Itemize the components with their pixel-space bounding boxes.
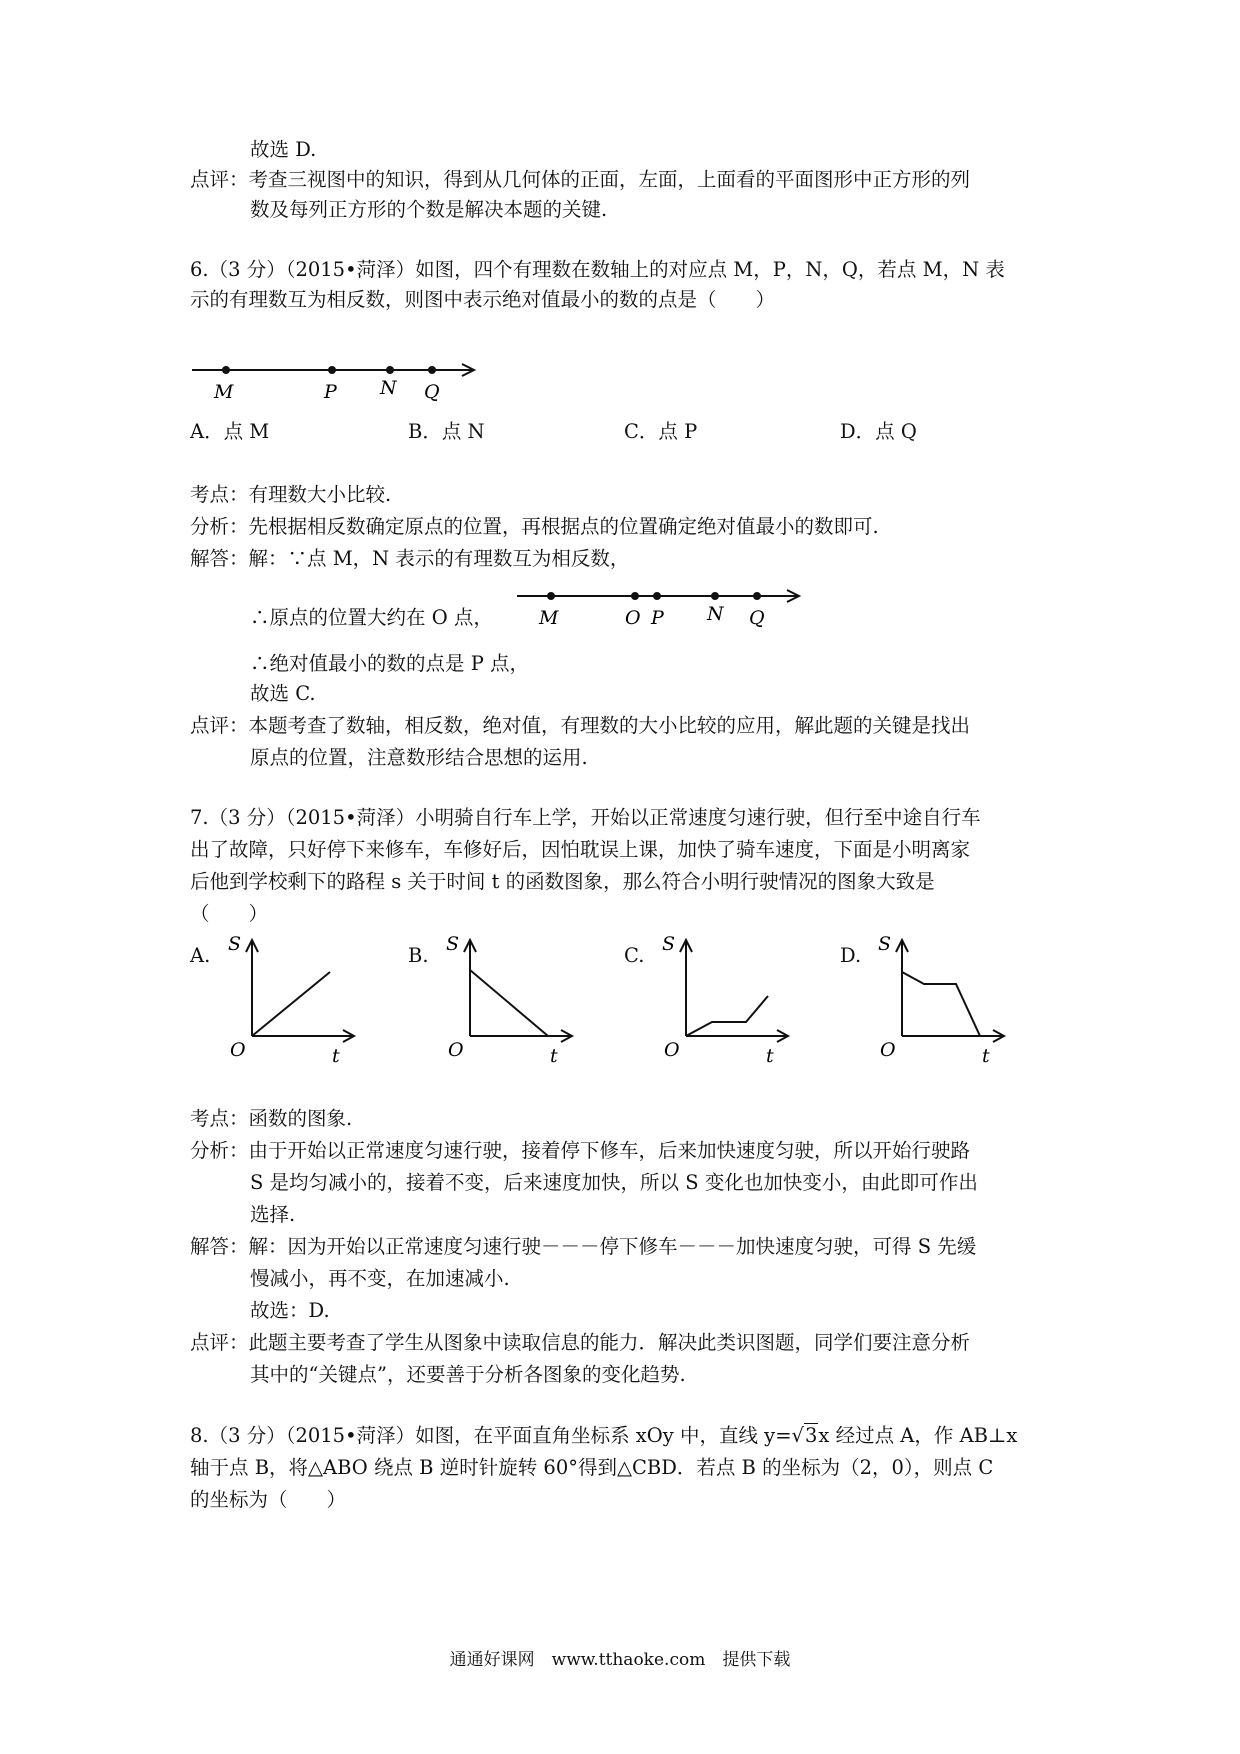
sqrt-symbol: √ xyxy=(791,1424,804,1447)
comment-label: 点评： xyxy=(190,168,249,191)
q7-stem-line4: （ ） xyxy=(190,902,269,925)
q6-comment-line1: 点评：本题考查了数轴，相反数，绝对值，有理数的大小比较的应用，解此题的关键是找出 xyxy=(190,714,971,737)
q7-answer: 故选：D. xyxy=(250,1299,330,1322)
q6-number-line-with-origin xyxy=(515,580,815,636)
q7-comment-line1: 点评：此题主要考查了学生从图象中读取信息的能力．解决此类识图题，同学们要注意分析 xyxy=(190,1331,971,1354)
point-p xyxy=(328,366,336,374)
axis-s: S xyxy=(878,933,892,955)
q6-jieda: 解答：解：∵点 M，N 表示的有理数互为相反数， xyxy=(190,547,630,570)
q7-stem-line3: 后他到学校剩下的路程 s 关于时间 t 的函数图象，那么符合小明行驶情况的图象大致是 xyxy=(190,870,935,893)
q8-stem-part1: 8.（3 分）（2015•菏泽）如图，在平面直角坐标系 xOy 中，直线 y= xyxy=(190,1424,792,1447)
q7-jieda-line1: 解答：解：因为开始以正常速度匀速行驶－－－停下修车－－－加快速度匀驶，可得 S 先缓 xyxy=(190,1235,977,1258)
label-q: Q xyxy=(749,607,765,629)
q6-stem-line2: 示的有理数互为相反数，则图中表示绝对值最小的数的点是（ ） xyxy=(190,288,776,311)
graph-c-curve xyxy=(686,996,768,1036)
q6-answer: 故选 C. xyxy=(250,682,316,705)
axis-origin: O xyxy=(664,1039,680,1061)
axis-t: t xyxy=(766,1045,774,1067)
q6-stem-line1: 6.（3 分）（2015•菏泽）如图，四个有理数在数轴上的对应点 M，P，N，Q，若点 M，N 表 xyxy=(190,258,1005,281)
axis-origin: O xyxy=(880,1039,896,1061)
q7-fenxi-line2: S 是均匀减小的，接着不变，后来速度加快，所以 S 变化也加快变小，由此即可作出 xyxy=(250,1171,978,1194)
axis-origin: O xyxy=(448,1039,464,1061)
q8-stem-line2: 轴于点 B，将△ABO 绕点 B 逆时针旋转 60°得到△CBD．若点 B 的坐标为（2，0），则点 C xyxy=(190,1456,994,1479)
label-q: Q xyxy=(424,381,440,403)
point-n xyxy=(711,592,719,600)
q7-stem-line1: 7.（3 分）（2015•菏泽）小明骑自行车上学，开始以正常速度匀速行驶，但行至中途自行车 xyxy=(190,806,981,829)
q7-fenxi-line3: 选择. xyxy=(250,1203,296,1226)
q7-fenxi-line1: 分析：由于开始以正常速度匀速行驶，接着停下修车，后来加快速度匀驶，所以开始行驶路 xyxy=(190,1139,971,1162)
page-footer: 通通好课网 www.tthaoke.com 提供下载 xyxy=(449,1650,791,1670)
q6-step2: ∴绝对值最小的数的点是 P 点， xyxy=(250,652,530,675)
q6-kaodian: 考点：有理数大小比较. xyxy=(190,483,392,506)
axis-s: S xyxy=(662,933,676,955)
q6-option-a: A．点 M xyxy=(190,420,270,443)
q6-option-b: B．点 N xyxy=(408,420,485,443)
axis-s: S xyxy=(446,933,460,955)
axis-t: t xyxy=(982,1045,990,1067)
q7-graph-c-letter: C. xyxy=(624,944,645,967)
axis-s: S xyxy=(228,933,242,955)
q7-jieda-line2: 慢减小，再不变，在加速减小. xyxy=(250,1267,510,1290)
q8-stem-part2: x 经过点 A，作 AB⊥x xyxy=(818,1424,1018,1447)
label-p: P xyxy=(651,607,664,629)
prev-answer: 故选 D. xyxy=(250,138,317,161)
q6-fenxi: 分析：先根据相反数确定原点的位置，再根据点的位置确定绝对值最小的数即可. xyxy=(190,515,879,538)
point-m xyxy=(222,366,230,374)
point-m xyxy=(547,592,555,600)
q6-step1: ∴原点的位置大约在 O 点， xyxy=(250,606,493,629)
axis-t: t xyxy=(550,1045,558,1067)
q7-comment-line2: 其中的“关键点”，还要善于分析各图象的变化趋势. xyxy=(250,1363,686,1386)
prev-comment-line1 xyxy=(190,164,970,196)
q8-stem-line1 xyxy=(190,1420,1017,1452)
label-n: N xyxy=(707,603,724,625)
label-p: P xyxy=(324,381,337,403)
q7-graph-b xyxy=(440,930,590,1070)
label-m: M xyxy=(539,607,559,629)
sqrt-radicand: 3 xyxy=(804,1424,818,1447)
graph-d-curve xyxy=(902,972,980,1036)
q6-comment-line2: 原点的位置，注意数形结合思想的运用. xyxy=(250,746,588,769)
q7-stem-line2: 出了故障，只好停下来修车，车修好后，因怕耽误上课，加快了骑车速度，下面是小明离家 xyxy=(190,838,971,861)
axis-t: t xyxy=(332,1045,340,1067)
point-q xyxy=(753,592,761,600)
point-o xyxy=(631,592,639,600)
point-n xyxy=(386,366,394,374)
q7-graph-c xyxy=(656,930,806,1070)
comment-text: 考查三视图中的知识，得到从几何体的正面，左面，上面看的平面图形中正方形的列 xyxy=(248,168,971,191)
q6-number-line xyxy=(190,352,490,408)
label-o: O xyxy=(625,607,641,629)
q7-graph-d xyxy=(872,930,1022,1070)
prev-comment-line2: 数及每列正方形的个数是解决本题的关键. xyxy=(250,198,608,221)
graph-a-curve xyxy=(252,972,330,1036)
label-m: M xyxy=(214,381,234,403)
q7-graph-a-letter: A. xyxy=(190,944,211,967)
q6-option-d: D．点 Q xyxy=(840,420,917,443)
q7-graph-a xyxy=(222,930,372,1070)
q6-option-c: C．点 P xyxy=(624,420,698,443)
q7-graph-b-letter: B. xyxy=(408,944,429,967)
q7-kaodian: 考点：函数的图象. xyxy=(190,1107,353,1130)
point-q xyxy=(428,366,436,374)
q8-stem-line3: 的坐标为（ ） xyxy=(190,1488,347,1511)
axis-origin: O xyxy=(230,1039,246,1061)
label-n: N xyxy=(380,377,397,399)
graph-b-curve xyxy=(470,970,548,1036)
point-p xyxy=(653,592,661,600)
q7-graph-d-letter: D. xyxy=(840,944,862,967)
